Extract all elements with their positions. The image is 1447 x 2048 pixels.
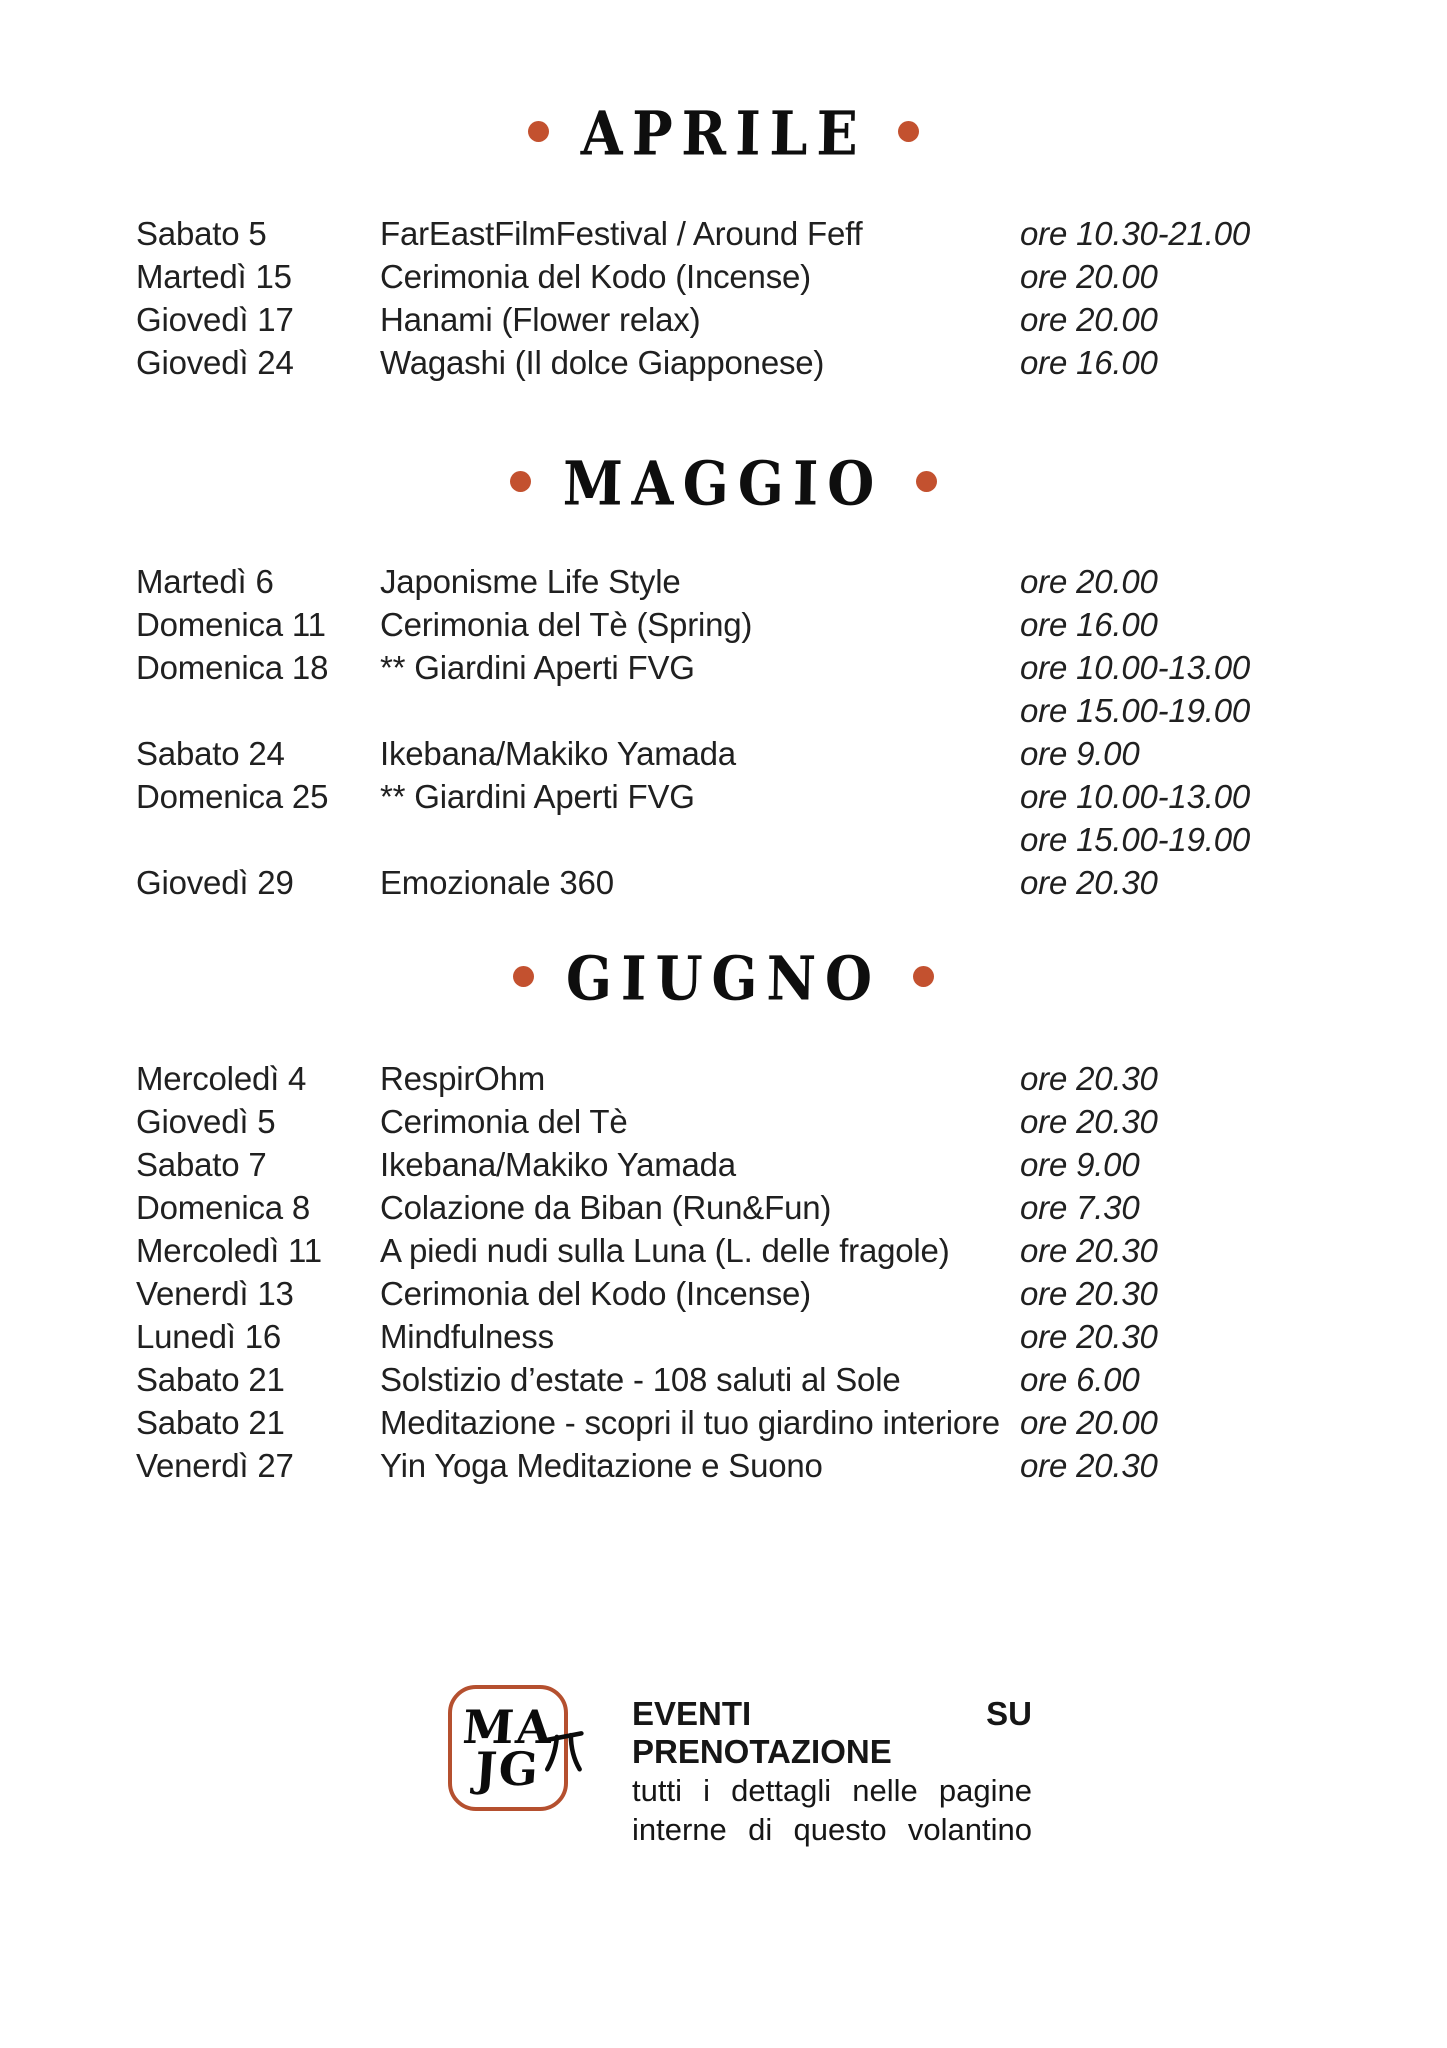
date-cell: Sabato 7 [136,1145,267,1183]
section-header-aprile [0,97,1447,169]
logo-text-line1: MA [460,1699,556,1754]
bullet-dot-icon [916,471,937,492]
date-cell: Martedì 15 [136,257,292,295]
bullet-dot-icon [513,966,534,987]
time-cell: ore 20.30 [1020,1274,1158,1312]
table-row [136,255,1407,298]
table-row [136,1444,1407,1487]
event-cell: Yin Yoga Meditazione e Suono [380,1446,823,1484]
footer-text-block [632,1695,1032,1849]
event-cell: Ikebana/Makiko Yamada [380,734,736,772]
time-cell: ore 15.00-19.00 [1020,820,1251,858]
table-row [136,212,1407,255]
event-cell: Hanami (Flower relax) [380,300,701,338]
date-cell: Domenica 25 [136,777,329,815]
event-cell: A piedi nudi sulla Luna (L. delle fragole) [380,1231,950,1269]
date-cell: Domenica 8 [136,1188,311,1226]
time-cell: ore 20.30 [1020,1102,1158,1140]
time-cell: ore 16.00 [1020,605,1158,643]
event-cell: Ikebana/Makiko Yamada [380,1145,736,1183]
table-row [136,1229,1407,1272]
table-row [136,1143,1407,1186]
event-cell [380,692,1020,730]
footer-line: interne di questo volantino [632,1812,1032,1847]
time-cell: ore 20.30 [1020,1317,1158,1355]
event-cell: FarEastFilmFestival / Around Feff [380,214,863,252]
bullet-dot-icon [898,121,919,142]
table-row-continuation [136,818,1407,861]
time-cell: ore 20.00 [1020,300,1158,338]
table-row [136,861,1407,904]
event-table-maggio [136,560,1407,904]
time-cell: ore 20.00 [1020,1403,1158,1441]
bullet-dot-icon [510,471,531,492]
date-cell: Sabato 21 [136,1403,285,1441]
table-row [136,1272,1407,1315]
table-row [136,1186,1407,1229]
event-cell [380,821,1020,859]
bullet-dot-icon [913,966,934,987]
date-cell: Giovedì 17 [136,300,294,338]
time-cell: ore 10.00-13.00 [1020,777,1251,815]
month-title: MAGGIO [562,447,885,519]
time-cell: ore 16.00 [1020,343,1158,381]
time-cell: ore 9.00 [1020,1145,1140,1183]
time-cell: ore 20.30 [1020,1446,1158,1484]
table-row [136,775,1407,818]
table-row [136,1100,1407,1143]
event-cell: Cerimonia del Tè [380,1102,628,1140]
time-cell: ore 15.00-19.00 [1020,691,1251,729]
time-cell: ore 20.30 [1020,1231,1158,1269]
bamboo-icon [542,1727,584,1773]
date-cell: Sabato 21 [136,1360,285,1398]
table-row [136,646,1407,689]
event-cell: Cerimonia del Tè (Spring) [380,605,753,643]
date-cell: Martedì 6 [136,562,274,600]
bullet-dot-icon [528,121,549,142]
event-cell: Emozionale 360 [380,863,614,901]
logo-text-line2: JG [473,1742,543,1796]
event-cell: ** Giardini Aperti FVG [380,777,695,815]
event-cell: Japonisme Life Style [380,562,681,600]
date-cell: Giovedì 29 [136,863,294,901]
event-cell: Wagashi (Il dolce Giapponese) [380,343,825,381]
month-title: APRILE [580,97,867,169]
date-cell [136,821,380,859]
time-cell: ore 20.00 [1020,562,1158,600]
event-cell: Colazione da Biban (Run&Fun) [380,1188,832,1226]
table-row-continuation [136,689,1407,732]
date-cell: Domenica 11 [136,605,326,643]
footer [448,1685,1032,1849]
date-cell: Lunedì 16 [136,1317,282,1355]
event-table-aprile [136,212,1407,384]
event-cell: Cerimonia del Kodo (Incense) [380,257,811,295]
date-cell: Domenica 18 [136,648,329,686]
table-row [136,732,1407,775]
time-cell: ore 20.30 [1020,1059,1158,1097]
section-header-giugno [0,942,1447,1014]
table-row [136,603,1407,646]
event-cell: Cerimonia del Kodo (Incense) [380,1274,811,1312]
table-row [136,298,1407,341]
footer-title: EVENTI SU PRENOTAZIONE [632,1695,1032,1770]
time-cell: ore 9.00 [1020,734,1140,772]
date-cell [136,692,380,730]
month-title: GIUGNO [565,942,882,1014]
time-cell: ore 20.30 [1020,863,1158,901]
date-cell: Venerdì 27 [136,1446,294,1484]
date-cell: Mercoledì 11 [136,1231,322,1269]
table-row [136,1358,1407,1401]
table-row [136,1401,1407,1444]
table-row [136,560,1407,603]
date-cell: Venerdì 13 [136,1274,294,1312]
event-cell: RespirOhm [380,1059,546,1097]
time-cell: ore 6.00 [1020,1360,1140,1398]
section-header-maggio [0,447,1447,519]
time-cell: ore 10.30-21.00 [1020,214,1251,252]
event-cell: Solstizio d’estate - 108 saluti al Sole [380,1360,901,1398]
date-cell: Sabato 24 [136,734,285,772]
time-cell: ore 20.00 [1020,257,1158,295]
time-cell: ore 7.30 [1020,1188,1140,1226]
date-cell: Giovedì 24 [136,343,294,381]
time-cell: ore 10.00-13.00 [1020,648,1251,686]
table-row [136,1057,1407,1100]
date-cell: Sabato 5 [136,214,267,252]
event-cell: Meditazione - scopri il tuo giardino interiore [380,1403,1000,1441]
table-row [136,1315,1407,1358]
date-cell: Mercoledì 4 [136,1059,307,1097]
date-cell: Giovedì 5 [136,1102,276,1140]
table-row [136,341,1407,384]
footer-line: tutti i dettagli nelle pagine [632,1773,1032,1808]
event-cell: ** Giardini Aperti FVG [380,648,695,686]
majg-logo [448,1685,568,1811]
event-cell: Mindfulness [380,1317,554,1355]
event-table-giugno [136,1057,1407,1487]
